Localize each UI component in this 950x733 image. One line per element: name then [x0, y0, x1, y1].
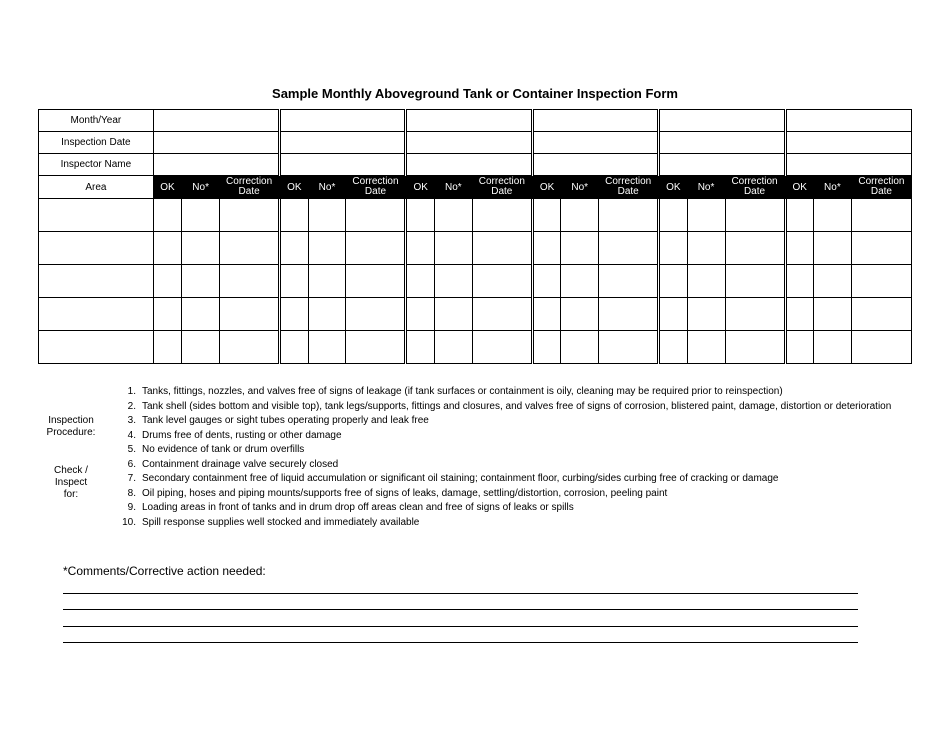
inspection-date-field[interactable] [532, 132, 658, 154]
no-cell[interactable] [813, 298, 851, 331]
correction-date-cell[interactable] [346, 331, 406, 364]
comments-label: *Comments/Corrective action needed: [63, 564, 266, 578]
ok-cell[interactable] [153, 265, 181, 298]
no-cell[interactable] [308, 232, 346, 265]
inspection-date-field[interactable] [280, 132, 406, 154]
ok-cell[interactable] [659, 331, 687, 364]
area-cell[interactable] [39, 298, 154, 331]
procedure-text: Secondary containment free of liquid accumulation or significant oil staining; containment floor, curbing/sides curbing free of cracking or damage [142, 473, 779, 484]
procedure-item [115, 459, 895, 472]
no-cell[interactable] [687, 331, 725, 364]
correction-date-header [851, 176, 911, 199]
comment-line[interactable] [63, 609, 858, 610]
ok-cell[interactable] [153, 331, 181, 364]
ok-cell[interactable] [785, 232, 813, 265]
ok-header: OK [406, 176, 434, 199]
inspector-name-field[interactable] [785, 154, 911, 176]
table-row [39, 199, 912, 232]
no-cell[interactable] [561, 265, 599, 298]
no-cell[interactable] [687, 265, 725, 298]
ok-cell[interactable] [532, 265, 560, 298]
correction-date-cell[interactable] [599, 298, 659, 331]
ok-header: OK [785, 176, 813, 199]
procedure-list [115, 386, 895, 531]
procedure-number: 8. [127, 487, 136, 499]
ok-cell[interactable] [659, 199, 687, 232]
comment-line[interactable] [63, 593, 858, 594]
ok-cell[interactable] [532, 199, 560, 232]
correction-date-cell[interactable] [472, 265, 532, 298]
ok-cell[interactable] [406, 199, 434, 232]
table-row [39, 331, 912, 364]
date-label: Date [491, 186, 513, 197]
inspector-name-label: Inspector Name [39, 154, 154, 176]
ok-cell[interactable] [406, 232, 434, 265]
ok-cell[interactable] [659, 265, 687, 298]
correction-date-cell[interactable] [220, 265, 280, 298]
date-label: Date [364, 186, 387, 197]
correction-date-cell[interactable] [725, 265, 785, 298]
no-cell[interactable] [561, 232, 599, 265]
no-header: No* [687, 176, 725, 199]
no-cell[interactable] [434, 265, 472, 298]
procedure-number: 2. [127, 400, 136, 412]
correction-date-cell[interactable] [599, 199, 659, 232]
procedure-text: Tank level gauges or sight tubes operating properly and leak free [142, 415, 429, 426]
correction-date-cell[interactable] [346, 265, 406, 298]
inspection-date-field[interactable] [153, 132, 279, 154]
correction-date-cell[interactable] [725, 331, 785, 364]
procedure-text: No evidence of tank or drum overfills [142, 444, 305, 455]
date-label: Date [238, 186, 260, 197]
no-header: No* [561, 176, 599, 199]
ok-header: OK [659, 176, 687, 199]
correction-label: Correction [858, 176, 905, 187]
ok-cell[interactable] [785, 199, 813, 232]
inspector-name-field[interactable] [153, 154, 279, 176]
procedure-item [115, 430, 895, 443]
column-header-row [39, 176, 912, 199]
correction-date-header [725, 176, 785, 199]
month-year-field[interactable] [659, 110, 785, 132]
no-cell[interactable] [687, 298, 725, 331]
ok-cell[interactable] [280, 298, 308, 331]
correction-date-cell[interactable] [851, 232, 911, 265]
correction-date-header [472, 176, 532, 199]
no-header: No* [434, 176, 472, 199]
ok-cell[interactable] [785, 298, 813, 331]
procedure-item [115, 444, 895, 457]
inspector-name-field[interactable] [280, 154, 406, 176]
correction-date-cell[interactable] [220, 298, 280, 331]
ok-cell[interactable] [406, 298, 434, 331]
no-cell[interactable] [434, 298, 472, 331]
ok-cell[interactable] [532, 298, 560, 331]
no-header: No* [813, 176, 851, 199]
procedure-text: Drums free of dents, rusting or other damage [142, 429, 342, 441]
area-cell[interactable] [39, 265, 154, 298]
ok-header: OK [153, 176, 181, 199]
area-cell[interactable] [39, 232, 154, 265]
ok-cell[interactable] [406, 331, 434, 364]
procedure-text: Spill response supplies well stocked and immediately available [142, 516, 420, 528]
inspection-date-label: Inspection Date [39, 132, 154, 154]
procedure-number: 9. [127, 502, 136, 513]
correction-label: Correction [731, 176, 778, 187]
procedure-number: 7. [127, 473, 136, 484]
ok-cell[interactable] [532, 331, 560, 364]
no-cell[interactable] [182, 298, 220, 331]
no-cell[interactable] [308, 298, 346, 331]
procedure-item [115, 401, 895, 414]
correction-date-cell[interactable] [346, 232, 406, 265]
no-cell[interactable] [434, 199, 472, 232]
correction-date-cell[interactable] [220, 199, 280, 232]
no-cell[interactable] [813, 331, 851, 364]
ok-cell[interactable] [280, 331, 308, 364]
ok-cell[interactable] [153, 232, 181, 265]
inspection-date-field[interactable] [785, 132, 911, 154]
no-cell[interactable] [182, 232, 220, 265]
correction-date-cell[interactable] [725, 199, 785, 232]
correction-date-cell[interactable] [851, 199, 911, 232]
date-label: Date [743, 186, 766, 197]
ok-cell[interactable] [785, 331, 813, 364]
no-header: No* [308, 176, 346, 199]
no-cell[interactable] [182, 199, 220, 232]
table-row [39, 298, 912, 331]
correction-date-cell[interactable] [599, 265, 659, 298]
ok-cell[interactable] [659, 298, 687, 331]
procedure-number: 6. [127, 458, 136, 470]
ok-cell[interactable] [785, 265, 813, 298]
ok-cell[interactable] [280, 265, 308, 298]
date-label: Date [617, 186, 639, 197]
comment-line[interactable] [63, 642, 858, 643]
area-cell[interactable] [39, 199, 154, 232]
correction-label: Correction [226, 176, 273, 187]
procedure-number: 1. [127, 386, 136, 397]
procedure-number: 4. [127, 429, 136, 441]
no-cell[interactable] [687, 232, 725, 265]
ok-cell[interactable] [153, 199, 181, 232]
ok-cell[interactable] [153, 298, 181, 331]
correction-date-cell[interactable] [220, 232, 280, 265]
inspector-name-row [39, 154, 912, 176]
no-cell[interactable] [813, 199, 851, 232]
correction-date-cell[interactable] [472, 199, 532, 232]
no-header: No* [182, 176, 220, 199]
ok-cell[interactable] [280, 232, 308, 265]
procedure-item [115, 415, 895, 428]
ok-cell[interactable] [659, 232, 687, 265]
no-cell[interactable] [813, 232, 851, 265]
correction-date-cell[interactable] [472, 232, 532, 265]
procedure-number: 10. [122, 516, 136, 528]
procedure-item [115, 473, 895, 486]
procedure-item [115, 488, 895, 501]
month-year-field[interactable] [153, 110, 279, 132]
procedure-text: Loading areas in front of tanks and in drum drop off areas clean and free of signs of leaks or spills [142, 502, 574, 513]
inspection-table [38, 109, 912, 364]
correction-label: Correction [478, 176, 525, 187]
procedure-item [115, 517, 895, 530]
procedure-number: 5. [127, 444, 136, 455]
correction-date-cell[interactable] [725, 298, 785, 331]
inspector-name-field[interactable] [406, 154, 532, 176]
procedure-item [115, 386, 895, 399]
procedure-text: Tank shell (sides bottom and visible top), tank legs/supports, fittings and closures, and valves free of signs of corrosion, blistered paint, damage, distortion or deterioration [142, 400, 892, 412]
no-cell[interactable] [561, 331, 599, 364]
ok-cell[interactable] [406, 265, 434, 298]
area-cell[interactable] [39, 331, 154, 364]
inspection-procedure-label: Inspection Procedure: [46, 415, 96, 438]
no-cell[interactable] [182, 265, 220, 298]
correction-date-header [220, 176, 280, 199]
month-year-row [39, 110, 912, 132]
no-cell[interactable] [434, 331, 472, 364]
correction-date-cell[interactable] [851, 331, 911, 364]
no-cell[interactable] [434, 232, 472, 265]
month-year-field[interactable] [406, 110, 532, 132]
table-row [39, 265, 912, 298]
inspection-date-field[interactable] [406, 132, 532, 154]
ok-header: OK [532, 176, 560, 199]
correction-date-header [599, 176, 659, 199]
no-cell[interactable] [308, 331, 346, 364]
procedure-item [115, 502, 895, 515]
comment-line[interactable] [63, 626, 858, 627]
month-year-field[interactable] [280, 110, 406, 132]
correction-date-cell[interactable] [599, 331, 659, 364]
correction-label: Correction [352, 176, 399, 187]
correction-date-header [346, 176, 406, 199]
correction-date-cell[interactable] [725, 232, 785, 265]
table-row [39, 232, 912, 265]
correction-date-cell[interactable] [346, 298, 406, 331]
area-header: Area [39, 176, 154, 199]
correction-date-cell[interactable] [472, 298, 532, 331]
inspector-name-field[interactable] [532, 154, 658, 176]
no-cell[interactable] [561, 298, 599, 331]
no-cell[interactable] [308, 265, 346, 298]
no-cell[interactable] [561, 199, 599, 232]
inspection-date-field[interactable] [659, 132, 785, 154]
procedure-text: Containment drainage valve securely closed [142, 458, 339, 470]
month-year-label: Month/Year [39, 110, 154, 132]
inspection-date-row [39, 132, 912, 154]
procedure-text: Oil piping, hoses and piping mounts/supports free of signs of leaks, damage, settling/distortion, corrosion, peeling paint [142, 487, 668, 499]
inspector-name-field[interactable] [659, 154, 785, 176]
check-inspect-label: Check / Inspect for: [54, 465, 88, 500]
correction-label: Correction [605, 176, 652, 187]
month-year-field[interactable] [785, 110, 911, 132]
procedure-number: 3. [127, 415, 136, 426]
correction-date-cell[interactable] [599, 232, 659, 265]
ok-header: OK [280, 176, 308, 199]
ok-cell[interactable] [280, 199, 308, 232]
date-label: Date [870, 186, 892, 197]
month-year-field[interactable] [532, 110, 658, 132]
correction-date-cell[interactable] [346, 199, 406, 232]
no-cell[interactable] [813, 265, 851, 298]
no-cell[interactable] [308, 199, 346, 232]
procedure-text: Tanks, fittings, nozzles, and valves free of signs of leakage (if tank surfaces or containment is oily, cleaning may be required prior to reinspection) [142, 386, 783, 397]
ok-cell[interactable] [532, 232, 560, 265]
correction-date-cell[interactable] [220, 331, 280, 364]
page-title: Sample Monthly Aboveground Tank or Container Inspection Form [272, 86, 678, 101]
no-cell[interactable] [182, 331, 220, 364]
correction-date-cell[interactable] [851, 265, 911, 298]
no-cell[interactable] [687, 199, 725, 232]
correction-date-cell[interactable] [851, 298, 911, 331]
correction-date-cell[interactable] [472, 331, 532, 364]
